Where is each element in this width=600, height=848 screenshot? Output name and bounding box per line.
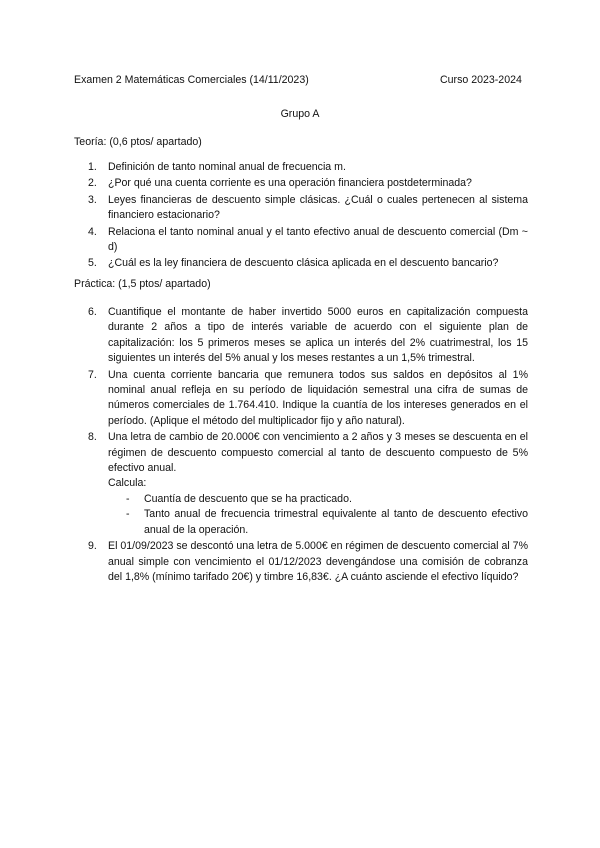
practice-item — [88, 430, 528, 538]
practice-item — [88, 305, 528, 367]
calc-subitem — [108, 507, 528, 538]
item-text: Una letra de cambio de 20.000€ con vencimiento a 2 años y 3 meses se descuenta en el régimen de descuento compuesto comercial al tanto de descuento compuesto de 5% efectivo anual. — [108, 431, 528, 475]
item-number: 8. — [88, 431, 97, 444]
dash-bullet: - — [126, 492, 130, 505]
calc-subitem — [108, 492, 528, 507]
theory-item — [88, 225, 528, 256]
practice-item — [88, 539, 528, 585]
item-text: ¿Por qué una cuenta corriente es una operación financiera postdeterminada? — [108, 177, 472, 190]
dash-bullet: - — [126, 508, 130, 521]
theory-list — [88, 160, 528, 273]
calc-sublist — [108, 492, 528, 538]
exam-title: Examen 2 Matemáticas Comerciales (14/11/2023) — [74, 74, 309, 86]
calc-label: Calcula: — [108, 477, 147, 490]
item-text: Una cuenta corriente bancaria que remunera todos sus saldos en depósitos al 1% nominal anual refleja en su período de liquidación semestral una cifra de sumas de números comerciales de 1.764.410. Indique la cuantía de los intereses generados en el período. (Aplique el método del multiplicador fijo y año natural). — [108, 368, 528, 427]
practice-title: Práctica: (1,5 ptos/ apartado) — [74, 278, 211, 290]
item-number: 3. — [88, 193, 97, 206]
item-text: Relaciona el tanto nominal anual y el tanto efectivo anual de descuento comercial (Dm ~ d) — [108, 225, 528, 254]
theory-item — [88, 256, 528, 271]
item-number: 5. — [88, 257, 97, 270]
item-text: El 01/09/2023 se descontó una letra de 5.000€ en régimen de descuento comercial al 7% anual simple con vencimiento el 01/12/2023 devengándose una comisión de cobranza del 1,8% (mínimo tarifado 20€) y timbre 16,83€. ¿A cuánto asciende el efectivo líquido? — [108, 540, 528, 583]
theory-item — [88, 176, 528, 191]
item-text: Cuantifique el montante de haber invertido 5000 euros en capitalización compuesta durante 2 años a tipo de interés variable de acuerdo con el siguiente plan de capitalización: los 5 primeros meses se aplica un interés del 2% cuatrimestral, los 15 siguientes un interés del 5% anual y los meses restantes a un 1,5% trimestral. — [108, 306, 528, 365]
item-number: 2. — [88, 177, 97, 190]
item-number: 7. — [88, 368, 97, 381]
subitem-text: Tanto anual de frecuencia trimestral equivalente al tanto de descuento efectivo anual de la operación. — [144, 508, 528, 536]
item-text: Leyes financieras de descuento simple clásicas. ¿Cuál o cuales pertenecen al sistema financiero estacionario? — [108, 193, 528, 222]
item-number: 4. — [88, 225, 97, 238]
item-text: ¿Cuál es la ley financiera de descuento clásica aplicada en el descuento bancario? — [108, 257, 499, 270]
theory-item — [88, 160, 528, 175]
group-label: Grupo A — [280, 108, 320, 120]
course-label: Curso 2023-2024 — [440, 74, 522, 86]
theory-item — [88, 193, 528, 224]
theory-title: Teoría: (0,6 ptos/ apartado) — [74, 136, 202, 148]
subitem-text: Cuantía de descuento que se ha practicado. — [144, 492, 352, 505]
item-number: 1. — [88, 161, 97, 173]
practice-list — [88, 305, 528, 586]
item-text: Definición de tanto nominal anual de frecuencia m. — [108, 161, 346, 173]
practice-item — [88, 368, 528, 430]
item-number: 6. — [88, 306, 97, 318]
item-number: 9. — [88, 540, 97, 553]
